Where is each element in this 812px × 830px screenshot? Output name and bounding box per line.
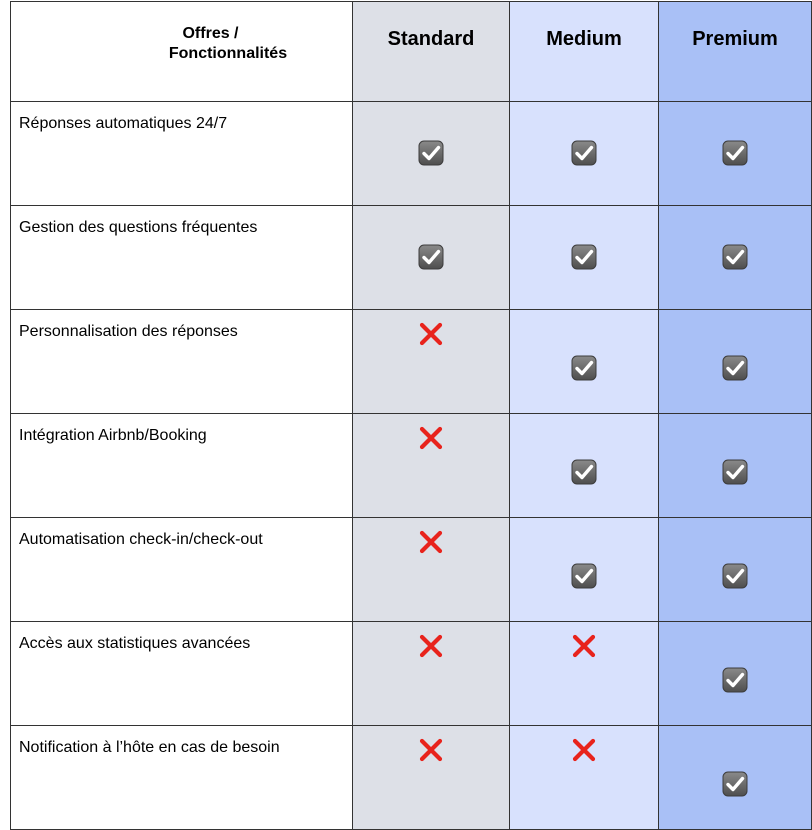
cell-medium [510, 310, 659, 414]
plan-header-standard: Standard [353, 2, 510, 102]
corner-header-line1: Offres / [182, 25, 239, 42]
checkbox-checked-icon [722, 563, 748, 589]
cell-standard [353, 102, 510, 206]
corner-header [11, 2, 353, 102]
checkbox-checked-icon [418, 140, 444, 166]
cell-medium [510, 726, 659, 830]
checkbox-checked-icon [418, 244, 444, 270]
cell-premium [659, 726, 812, 830]
table-row [11, 414, 812, 518]
checkbox-checked-icon [571, 563, 597, 589]
feature-label: Intégration Airbnb/Booking [11, 414, 353, 518]
cell-standard [353, 726, 510, 830]
red-cross-icon [419, 634, 443, 658]
feature-label: Personnalisation des réponses [11, 310, 353, 414]
cell-premium [659, 102, 812, 206]
red-cross-icon [419, 426, 443, 450]
cell-premium [659, 414, 812, 518]
corner-header-line2: Fonctionnalités [168, 45, 288, 62]
feature-label: Notification à l’hôte en cas de besoin [11, 726, 353, 830]
red-cross-icon [419, 322, 443, 346]
table-row [11, 726, 812, 830]
checkbox-checked-icon [571, 355, 597, 381]
cell-medium [510, 102, 659, 206]
table-row [11, 622, 812, 726]
table-row [11, 102, 812, 206]
cell-standard [353, 622, 510, 726]
checkbox-checked-icon [722, 459, 748, 485]
cell-standard [353, 310, 510, 414]
table-row [11, 310, 812, 414]
plan-header-medium: Medium [510, 2, 659, 102]
plan-header-premium: Premium [659, 2, 812, 102]
cell-premium [659, 622, 812, 726]
feature-label: Gestion des questions fréquentes [11, 206, 353, 310]
cell-medium [510, 206, 659, 310]
comparison-table-wrapper [10, 1, 811, 756]
cell-standard [353, 206, 510, 310]
red-cross-icon [419, 530, 443, 554]
checkbox-checked-icon [722, 140, 748, 166]
cell-premium [659, 206, 812, 310]
checkbox-checked-icon [571, 244, 597, 270]
feature-label: Accès aux statistiques avancées [11, 622, 353, 726]
checkbox-checked-icon [722, 355, 748, 381]
features-comparison-table [10, 1, 812, 830]
checkbox-checked-icon [722, 244, 748, 270]
checkbox-checked-icon [722, 771, 748, 797]
checkbox-checked-icon [571, 140, 597, 166]
checkbox-checked-icon [722, 667, 748, 693]
red-cross-icon [572, 738, 596, 762]
feature-label: Automatisation check-in/check-out [11, 518, 353, 622]
feature-label: Réponses automatiques 24/7 [11, 102, 353, 206]
table-row [11, 206, 812, 310]
cell-medium [510, 622, 659, 726]
table-row [11, 518, 812, 622]
header-row [11, 2, 812, 102]
cell-standard [353, 414, 510, 518]
cell-medium [510, 414, 659, 518]
cell-premium [659, 518, 812, 622]
cell-premium [659, 310, 812, 414]
checkbox-checked-icon [571, 459, 597, 485]
cell-medium [510, 518, 659, 622]
cell-standard [353, 518, 510, 622]
red-cross-icon [572, 634, 596, 658]
red-cross-icon [419, 738, 443, 762]
